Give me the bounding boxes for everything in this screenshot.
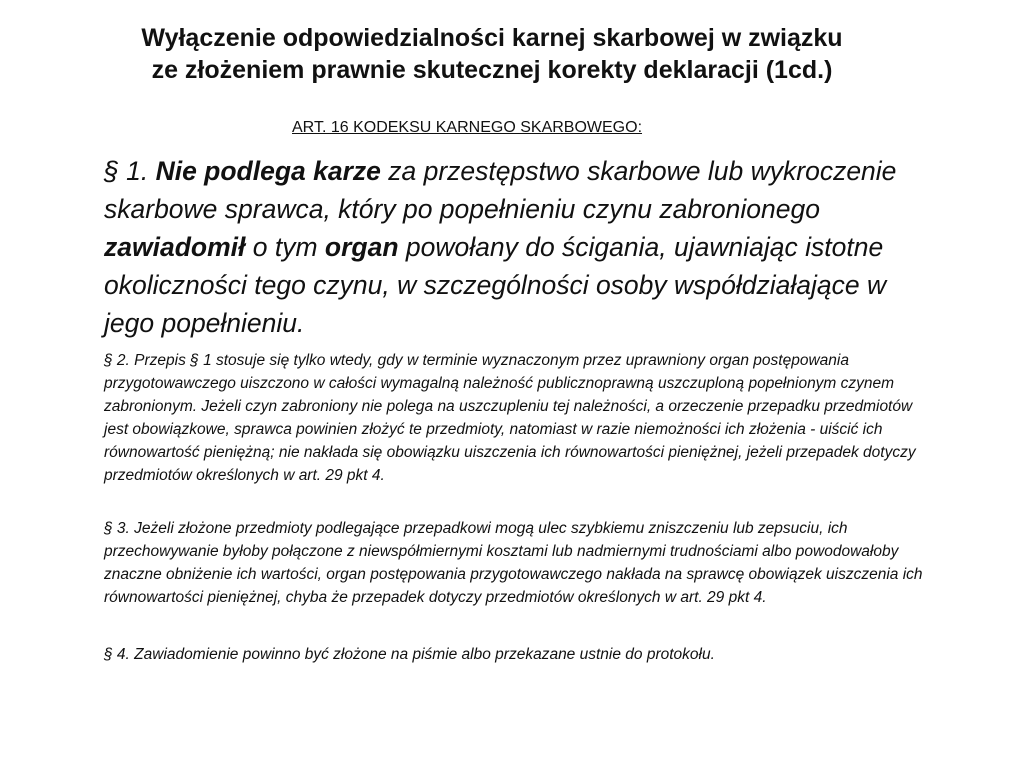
paragraph-1 — [104, 152, 934, 342]
paragraph-4: § 4. Zawiadomienie powinno być złożone na piśmie albo przekazane ustnie do protokołu. — [104, 646, 715, 663]
slide-title — [30, 22, 954, 86]
article-heading: ART. 16 KODEKSU KARNEGO SKARBOWEGO: — [292, 119, 643, 136]
p1-text-e: o tym — [245, 232, 325, 262]
title-line-1: Wyłączenie odpowiedzialności karnej skarbowej w związku — [141, 24, 843, 52]
title-line-2: ze złożeniem prawnie skutecznej korekty deklaracji (1cd.) — [151, 56, 833, 84]
paragraph-3: § 3. Jeżeli złożone przedmioty podlegające przepadkowi mogą ulec szybkiemu zniszczeniu lub zepsuciu, ich przechowywanie byłoby połączone z niewspółmiernymi kosztami lub nadmiernymi trudnościami albo powodowałoby znaczne obniżenie ich wartości, organ postępowania przygotowawczego nakłada na sprawcę obowiązek uiszczenia ich równowartości pieniężnej, chyba że przepadek dotyczy przedmiotów określonych w art. 29 pkt 4. — [104, 520, 923, 606]
paragraph-2: § 2. Przepis § 1 stosuje się tylko wtedy, gdy w terminie wyznaczonym przez uprawniony organ postępowania przygotowawczego uiszczono w całości wymagalną należność publicznoprawną uszczuploną popełnionym czynem zabronionym. Jeżeli czyn zabroniony nie polega na uszczupleniu tej należności, a orzeczenie przepadku przedmiotów jest obowiązkowe, sprawca powinien złożyć te przedmioty, natomiast w razie niemożności ich złożenia - uiścić ich równowartość pieniężną; nie nakłada się obowiązku uiszczenia ich równowartości pieniężnej, jeżeli przepadek dotyczy przedmiotów określonych w art. 29 pkt 4. — [104, 352, 916, 484]
p1-text-c: za przestępstwo skarbowe lub wykroczenie skarbowe sprawca, który po popełnieniu czynu zabronionego — [104, 156, 897, 224]
p1-text-g: powołany do ścigania, ujawniając istotne okoliczności tego czynu, w szczególności osoby współdziałające w jego popełnieniu. — [104, 232, 887, 338]
p1-bold-organ: organ — [324, 232, 399, 262]
p1-bold-nie-podlega-karze: Nie podlega karze — [155, 156, 381, 186]
p1-text-a: § 1. — [104, 156, 156, 186]
p1-bold-zawiadomil: zawiadomił — [104, 232, 246, 262]
